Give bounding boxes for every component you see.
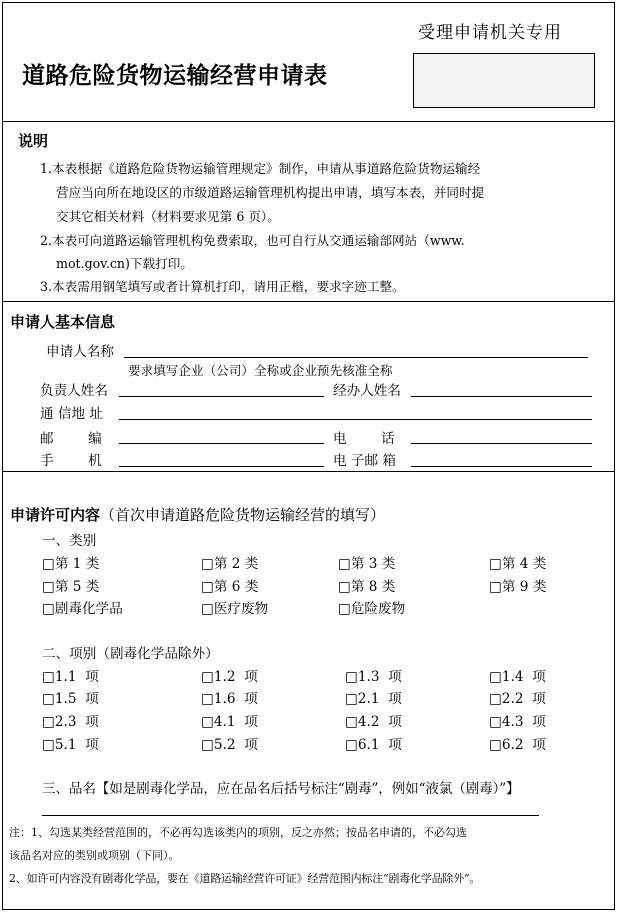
permit-heading-line bbox=[10, 504, 385, 525]
email-field[interactable] bbox=[411, 466, 592, 467]
item-checkbox[interactable]: □1.4 项 bbox=[489, 669, 546, 685]
category-checkbox[interactable]: □第 8 类 bbox=[338, 579, 396, 595]
category-checkbox[interactable]: □第 4 类 bbox=[489, 556, 547, 572]
category-checkbox[interactable]: □第 2 类 bbox=[201, 556, 259, 572]
permit-heading: 申请许可内容 bbox=[10, 506, 101, 524]
category-checkbox[interactable]: □医疗废物 bbox=[201, 601, 269, 617]
category-checkbox[interactable]: □第 5 类 bbox=[42, 579, 100, 595]
item-checkbox[interactable]: □1.6 项 bbox=[201, 691, 258, 707]
principal-name-label: 负责人姓名 bbox=[40, 383, 108, 399]
product-name-field[interactable] bbox=[42, 815, 539, 816]
postcode-field[interactable] bbox=[119, 443, 324, 444]
item-checkbox[interactable]: □5.2 项 bbox=[201, 737, 258, 753]
item-checkbox[interactable]: □4.2 项 bbox=[345, 714, 402, 730]
item-heading: 二、项别（剧毒化学品除外） bbox=[42, 646, 219, 662]
email-label: 电 子邮 箱 bbox=[333, 453, 397, 469]
category-checkbox[interactable]: □危险废物 bbox=[338, 601, 406, 617]
instruction-3-line-1: 3.本表需用钢笔填写或者计算机打印，请用正楷，要求字迹工整。 bbox=[40, 279, 405, 294]
phone-field[interactable] bbox=[411, 443, 592, 444]
applicant-name-hint: 要求填写企业（公司）全称或企业预先核准全称 bbox=[128, 363, 393, 378]
postcode-label: 邮 编 bbox=[40, 431, 102, 447]
category-checkbox[interactable]: □第 6 类 bbox=[201, 579, 259, 595]
note-line-2: 该品名对应的类别或项别（下同）。 bbox=[9, 849, 180, 862]
address-label: 通 信地 址 bbox=[40, 406, 104, 422]
mobile-field[interactable] bbox=[119, 466, 324, 467]
item-checkbox[interactable]: □6.1 项 bbox=[345, 737, 402, 753]
item-checkbox[interactable]: □4.1 项 bbox=[201, 714, 258, 730]
item-checkbox[interactable]: □6.2 项 bbox=[489, 737, 546, 753]
divider-header bbox=[2, 121, 615, 122]
applicant-name-label: 申请人名称 bbox=[46, 344, 114, 360]
instruction-2-line-1: 2.本表可向道路运输管理机构免费索取，也可自行从交通运输部网站（www. bbox=[40, 233, 465, 248]
instruction-1-line-2: 营应当向所在地设区的市级道路运输管理机构提出申请，填写本表，并同时提 bbox=[56, 185, 485, 200]
instruction-1-line-1: 1.本表根据《道路危险货物运输管理规定》制作，申请从事道路危险货物运输经 bbox=[40, 161, 481, 176]
item-checkbox[interactable]: □2.2 项 bbox=[489, 691, 546, 707]
instruction-1-line-3: 交其它相关材料（材料要求见第 6 页）。 bbox=[56, 209, 280, 224]
divider-applicant bbox=[2, 471, 615, 472]
handler-name-field[interactable] bbox=[411, 396, 592, 397]
form-title: 道路危险货物运输经营申请表 bbox=[22, 63, 328, 89]
permit-heading-note: （首次申请道路危险货物运输经营的填写） bbox=[100, 506, 386, 524]
note-line-1: 注：1、勾选某类经营范围的，不必再勾选该类内的项别，反之亦然；按品名申请的，不必勾选 bbox=[9, 826, 467, 839]
handler-name-label: 经办人姓名 bbox=[333, 383, 401, 399]
note-line-3: 2、如许可内容没有剧毒化学品，要在《道路运输经营许可证》经营范围内标注“剧毒化学品除外”。 bbox=[9, 872, 481, 885]
product-name-instruction: 三、品名【如是剧毒化学品，应在品名后括号标注“剧毒”，例如“液氯（剧毒）”】 bbox=[42, 781, 520, 797]
phone-label: 电 话 bbox=[333, 431, 395, 447]
office-use-label: 受理申请机关专用 bbox=[418, 23, 562, 43]
item-checkbox[interactable]: □4.3 项 bbox=[489, 714, 546, 730]
divider-instructions bbox=[2, 301, 615, 302]
mobile-label: 手 机 bbox=[40, 453, 102, 469]
category-heading: 一、类别 bbox=[42, 533, 97, 549]
category-checkbox[interactable]: □剧毒化学品 bbox=[42, 601, 123, 617]
item-checkbox[interactable]: □2.1 项 bbox=[345, 691, 402, 707]
instruction-2-line-2: mot.gov.cn)下载打印。 bbox=[56, 256, 193, 271]
category-checkbox[interactable]: □第 1 类 bbox=[42, 556, 100, 572]
item-checkbox[interactable]: □1.1 项 bbox=[42, 669, 99, 685]
item-checkbox[interactable]: □1.5 项 bbox=[42, 691, 99, 707]
address-field[interactable] bbox=[119, 419, 592, 420]
instructions-heading: 说明 bbox=[18, 132, 49, 150]
principal-name-field[interactable] bbox=[119, 396, 324, 397]
applicant-heading: 申请人基本信息 bbox=[10, 313, 116, 331]
item-checkbox[interactable]: □1.3 项 bbox=[345, 669, 402, 685]
item-checkbox[interactable]: □1.2 项 bbox=[201, 669, 258, 685]
item-checkbox[interactable]: □5.1 项 bbox=[42, 737, 99, 753]
office-use-box[interactable] bbox=[413, 53, 595, 108]
category-checkbox[interactable]: □第 9 类 bbox=[489, 579, 547, 595]
item-checkbox[interactable]: □2.3 项 bbox=[42, 714, 99, 730]
category-checkbox[interactable]: □第 3 类 bbox=[338, 556, 396, 572]
applicant-name-field[interactable] bbox=[124, 357, 588, 358]
